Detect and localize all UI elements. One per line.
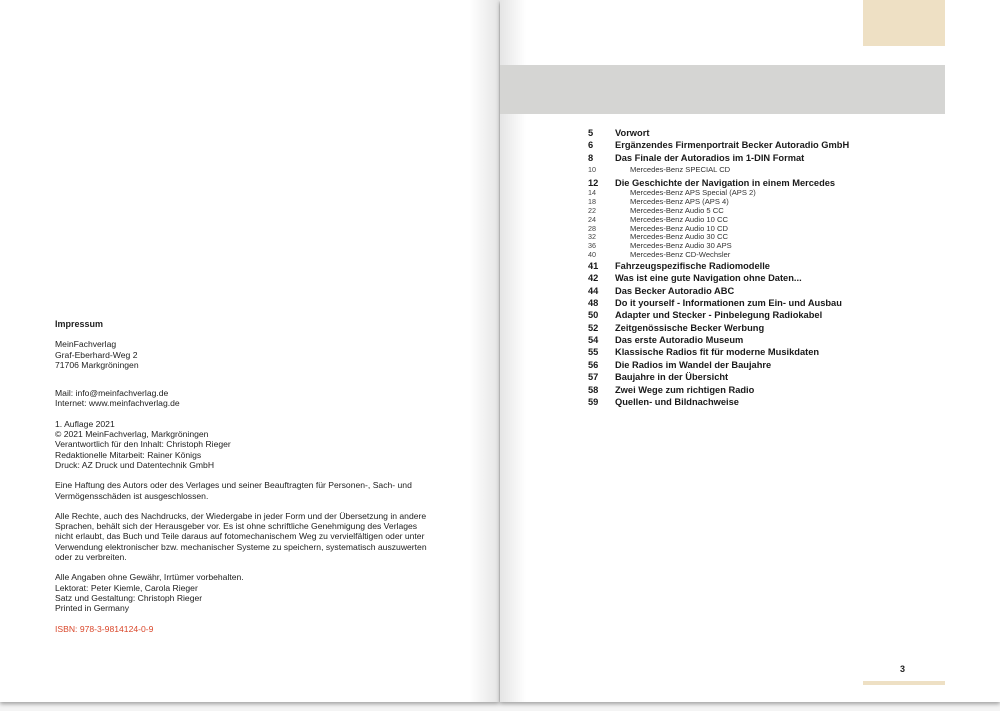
edition-line: Verantwortlich für den Inhalt: Christoph Rieger xyxy=(55,439,231,450)
toc-title: Das Becker Autoradio ABC xyxy=(615,285,735,296)
toc-title: Mercedes-Benz Audio 10 CC xyxy=(630,214,728,224)
toc-subentry xyxy=(588,166,948,175)
page-number: 3 xyxy=(900,664,906,674)
toc-title: Das erste Autoradio Museum xyxy=(615,335,744,346)
header-band xyxy=(500,65,945,114)
toc-entry xyxy=(588,285,948,297)
publisher-line: Graf-Eberhard-Weg 2 xyxy=(55,349,138,360)
publisher-address xyxy=(55,339,475,370)
toc-page-number: 22 xyxy=(588,205,596,215)
toc-page-number: 52 xyxy=(588,322,599,333)
liability-line: Eine Haftung des Autors oder des Verlages und seiner Beauftragten für Personen-, Sach- und xyxy=(55,480,412,491)
rights-line: Sprachen, behält sich der Herausgeber vor. Es ist ohne schriftliche Genehmigung des Verlages xyxy=(55,521,418,532)
toc-page-number: 59 xyxy=(588,397,599,408)
toc-page-number: 41 xyxy=(588,260,599,271)
edition-line: Druck: AZ Druck und Datentechnik GmbH xyxy=(55,459,215,470)
right-page xyxy=(500,0,1000,702)
impressum xyxy=(55,319,475,634)
toc-page-number: 44 xyxy=(588,285,599,296)
liability-line: Vermögensschäden ist ausgeschlossen. xyxy=(55,490,209,501)
toc-page-number: 55 xyxy=(588,347,599,358)
toc-title: Mercedes-Benz Audio 30 CC xyxy=(630,232,728,242)
rights-line: Alle Rechte, auch des Nachdrucks, der Wiedergabe in jeder Form und der Übersetzung in andere xyxy=(55,510,427,521)
toc-entry xyxy=(588,127,948,139)
toc-page-number: 50 xyxy=(588,310,599,321)
toc-page-number: 48 xyxy=(588,297,599,308)
toc-title: Mercedes-Benz APS (APS 4) xyxy=(630,197,729,207)
toc-title: Mercedes-Benz SPECIAL CD xyxy=(630,165,731,175)
publisher-line: MeinFachverlag xyxy=(55,339,117,350)
toc-entry xyxy=(588,260,948,272)
table-of-contents xyxy=(588,127,948,408)
toc-entry xyxy=(588,297,948,309)
toc-page-number: 24 xyxy=(588,214,596,224)
toc-title: Klassische Radios fit für moderne Musikdaten xyxy=(615,347,820,358)
toc-title: Do it yourself - Informationen zum Ein- und Ausbau xyxy=(615,297,842,308)
toc-title: Adapter und Stecker - Pinbelegung Radiokabel xyxy=(615,310,823,321)
edition-block xyxy=(55,419,475,470)
toc-page-number: 6 xyxy=(588,140,594,151)
toc-entry xyxy=(588,322,948,334)
toc-page-number: 5 xyxy=(588,128,594,138)
contact-mail: Mail: info@meinfachverlag.de xyxy=(55,388,169,399)
credits-line: Alle Angaben ohne Gewähr, Irrtümer vorbehalten. xyxy=(55,572,244,583)
contact-web: Internet: www.meinfachverlag.de xyxy=(55,398,180,409)
toc-entry xyxy=(588,309,948,321)
toc-title: Mercedes-Benz Audio 30 APS xyxy=(630,241,732,251)
contact-block xyxy=(55,388,475,409)
toc-title: Was ist eine gute Navigation ohne Daten... xyxy=(615,273,802,284)
rights-block xyxy=(55,511,475,562)
credits-line: Lektorat: Peter Kiemle, Carola Rieger xyxy=(55,582,198,593)
isbn: ISBN: 978-3-9814124-0-9 xyxy=(55,623,154,634)
left-page xyxy=(0,0,499,702)
rights-line: nicht erlaubt, das Buch und Teile daraus auf fotomechanischem Weg zu vervielfältigen oder unter xyxy=(55,531,425,542)
toc-page-number: 32 xyxy=(588,232,596,242)
toc-page-number: 10 xyxy=(588,165,596,175)
toc-title: Das Finale der Autoradios im 1-DIN Format xyxy=(615,152,805,163)
toc-page-number: 28 xyxy=(588,223,596,233)
toc-entry xyxy=(588,359,948,371)
edition-line: Redaktionelle Mitarbeit: Rainer Königs xyxy=(55,449,202,460)
toc-title: Die Geschichte der Navigation in einem Mercedes xyxy=(615,177,836,188)
toc-page-number: 58 xyxy=(588,384,599,395)
credits-line: Printed in Germany xyxy=(55,603,130,614)
toc-title: Die Radios im Wandel der Baujahre xyxy=(615,359,772,370)
toc-title: Fahrzeugspezifische Radiomodelle xyxy=(615,260,770,271)
liability-block xyxy=(55,480,475,501)
toc-title: Zeitgenössische Becker Werbung xyxy=(615,322,765,333)
credits-block xyxy=(55,572,475,613)
toc-page-number: 54 xyxy=(588,335,599,346)
toc-page-number: 36 xyxy=(588,241,596,251)
edition-line: © 2021 MeinFachverlag, Markgröningen xyxy=(55,429,209,440)
toc-entry xyxy=(588,346,948,358)
impressum-title: Impressum xyxy=(55,319,104,329)
toc-entry xyxy=(588,139,948,151)
credits-line: Satz und Gestaltung: Christoph Rieger xyxy=(55,592,203,603)
toc-title: Baujahre in der Übersicht xyxy=(615,372,729,383)
rights-line: oder zu verbreiten. xyxy=(55,552,127,563)
toc-entry xyxy=(588,272,948,284)
toc-page-number: 18 xyxy=(588,197,596,207)
chapter-tab xyxy=(863,0,945,46)
edition-line: 1. Auflage 2021 xyxy=(55,418,115,429)
toc-title: Mercedes-Benz Audio 5 CC xyxy=(630,205,724,215)
toc-title: Quellen- und Bildnachweise xyxy=(615,397,739,408)
toc-entry xyxy=(588,384,948,396)
toc-page-number: 12 xyxy=(588,177,599,188)
toc-title: Mercedes-Benz Audio 10 CD xyxy=(630,223,728,233)
toc-entry xyxy=(588,396,948,408)
toc-page-number: 8 xyxy=(588,152,594,163)
toc-page-number: 56 xyxy=(588,359,599,370)
toc-title: Zwei Wege zum richtigen Radio xyxy=(615,384,755,395)
footer-bar xyxy=(863,681,945,685)
toc-title: Mercedes-Benz CD-Wechsler xyxy=(630,249,731,259)
toc-page-number: 42 xyxy=(588,273,599,284)
toc-entry xyxy=(588,152,948,164)
toc-page-number: 14 xyxy=(588,188,596,198)
publisher-line: 71706 Markgröningen xyxy=(55,359,139,370)
toc-title: Vorwort xyxy=(615,128,650,138)
toc-page-number: 57 xyxy=(588,372,599,383)
toc-title: Mercedes-Benz APS Special (APS 2) xyxy=(630,188,756,198)
toc-page-number: 40 xyxy=(588,249,596,259)
rights-line: Verwendung elektronischer bzw. mechanischer Systeme zu speichern, systematisch auszuwerten xyxy=(55,541,427,552)
toc-subentry xyxy=(588,251,948,260)
toc-entry xyxy=(588,334,948,346)
toc-entry xyxy=(588,371,948,383)
toc-title: Ergänzendes Firmenportrait Becker Autoradio GmbH xyxy=(615,140,850,151)
